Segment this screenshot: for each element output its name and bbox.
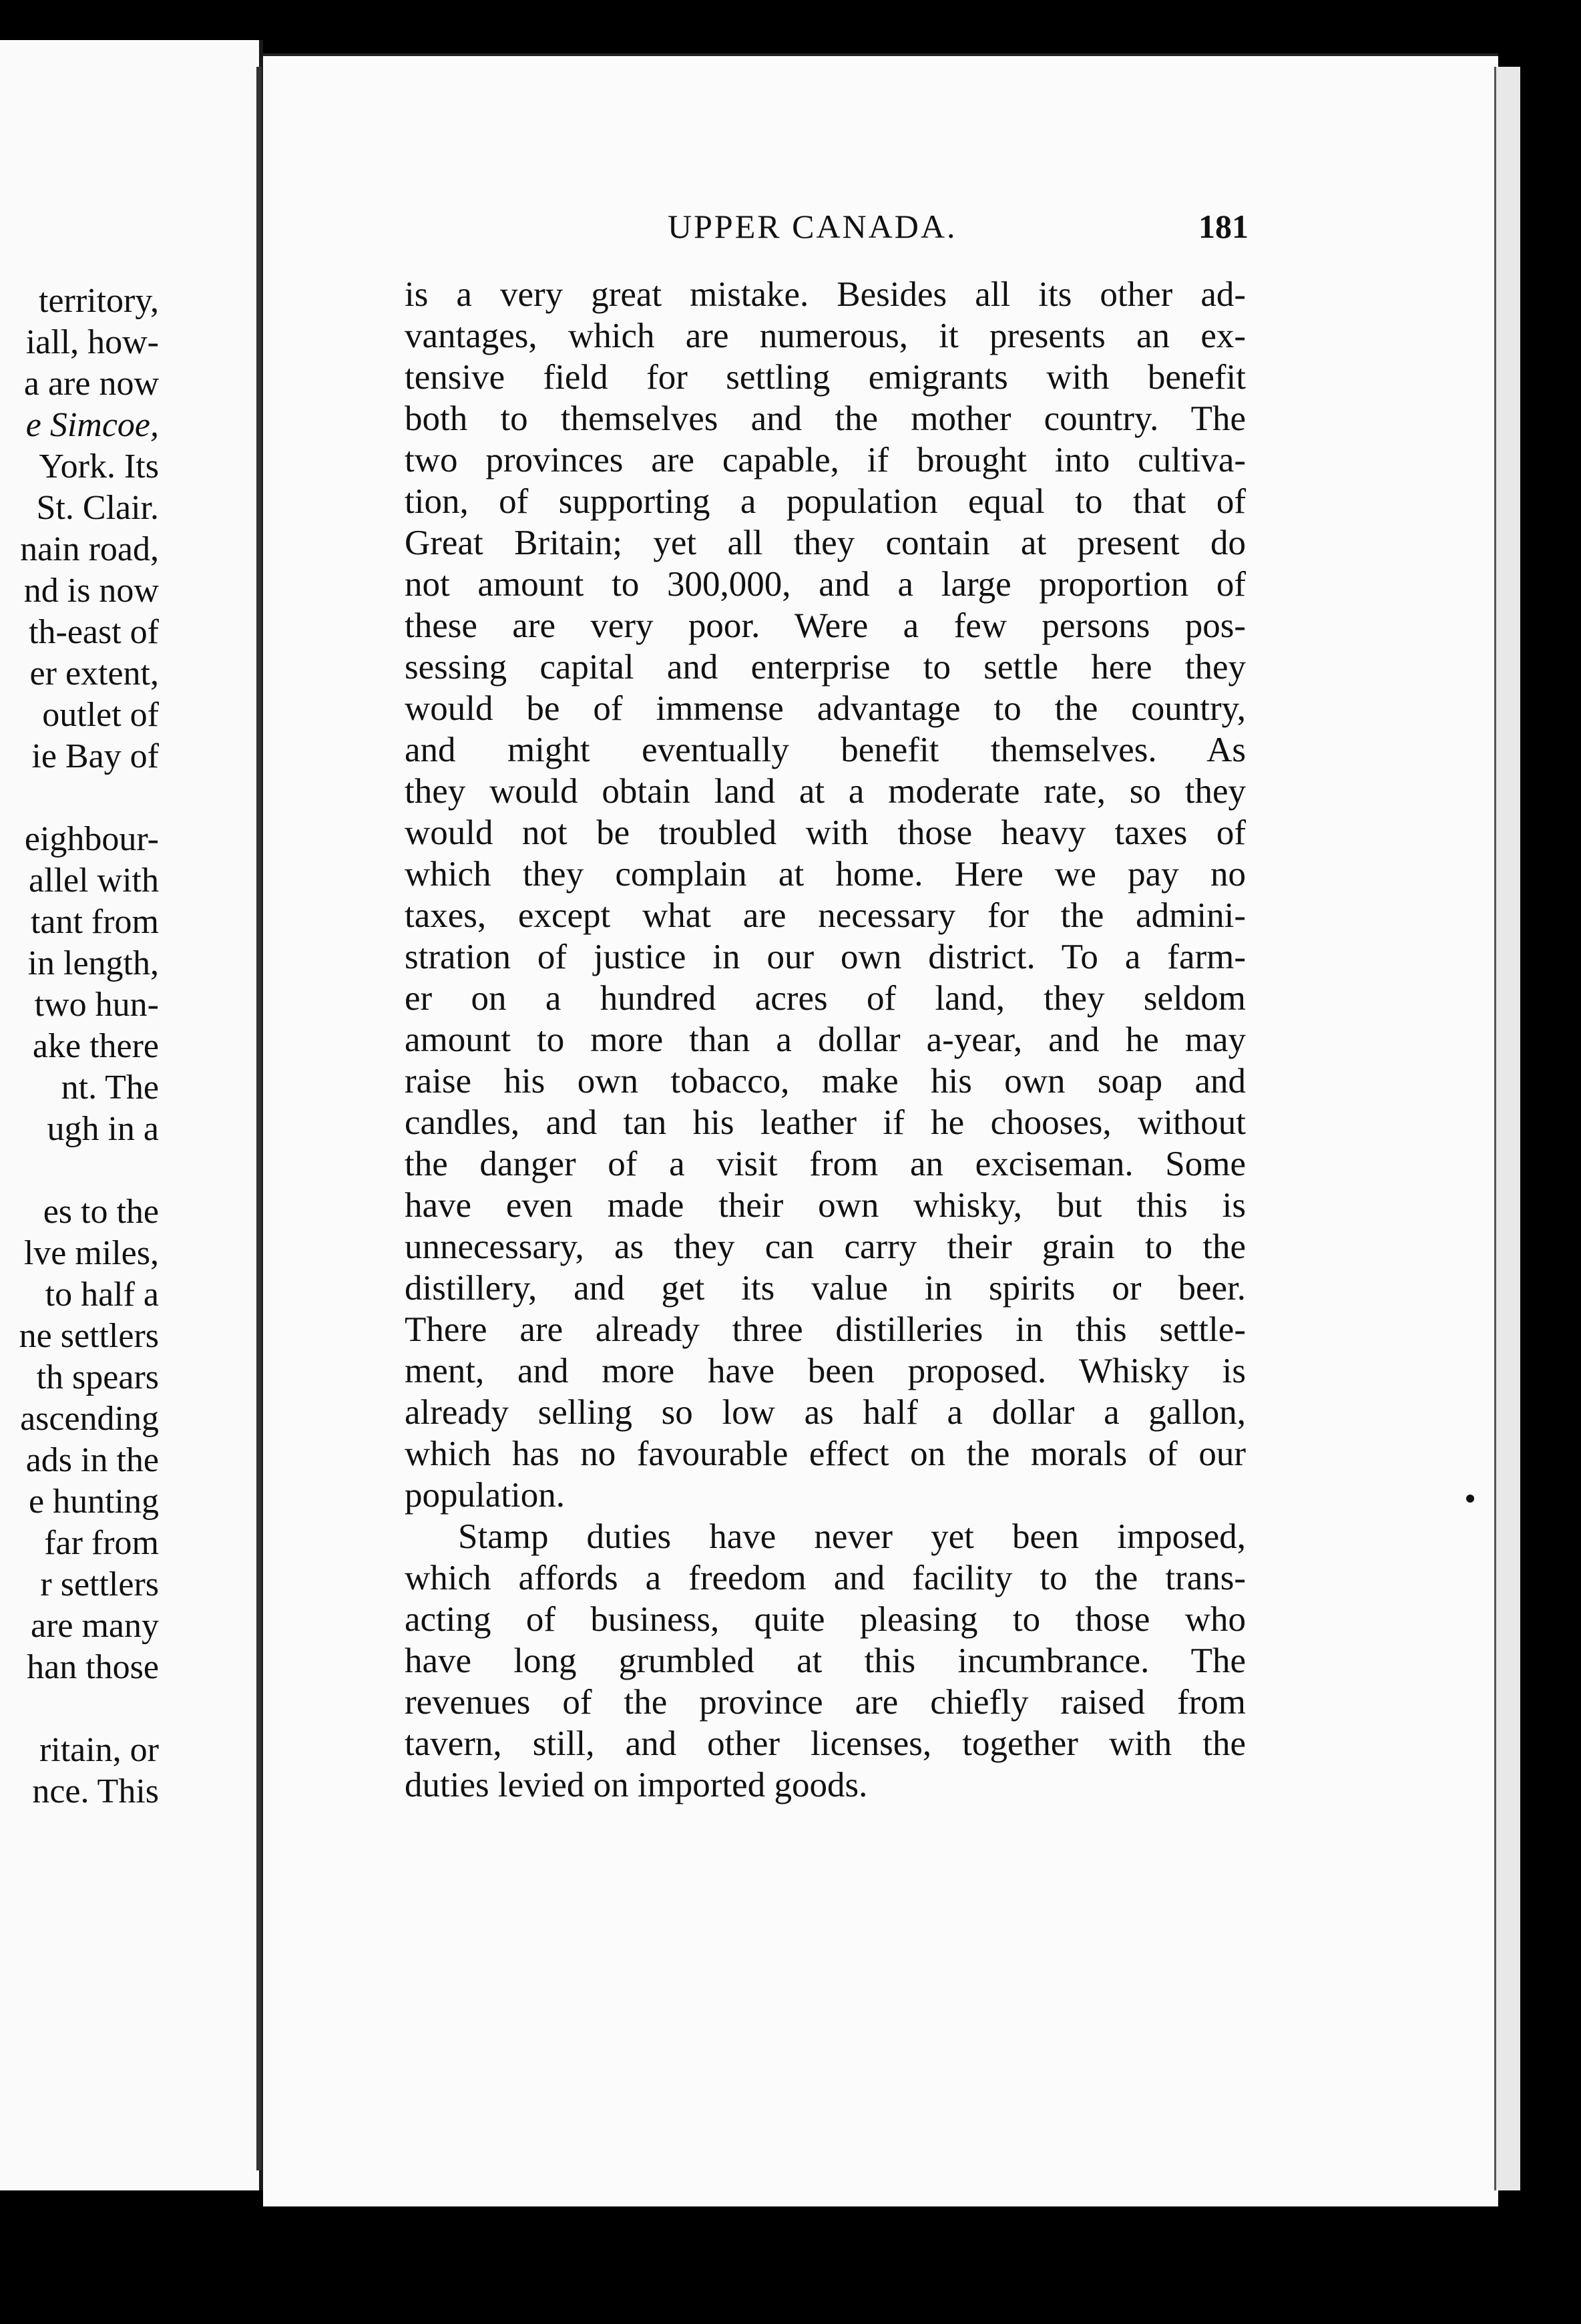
page-edge-stack: [1494, 67, 1520, 2190]
paragraph-1-line: two provinces are capable, if brought into cultiva-: [405, 441, 1246, 479]
facing-page-line: two hun-: [34, 986, 159, 1024]
book-gutter: [256, 67, 262, 2170]
paragraph-1-line: stration of justice in our own district. To a farm-: [405, 938, 1246, 976]
facing-page-line: ugh in a: [47, 1110, 159, 1148]
facing-page-line: ie Bay of: [31, 737, 159, 775]
paragraph-1-line: er on a hundred acres of land, they seldom: [405, 979, 1246, 1018]
facing-page-line: allel with: [29, 861, 159, 900]
paragraph-1-line: the danger of a visit from an exciseman. Some: [405, 1145, 1246, 1183]
facing-page-line: nt. The: [61, 1069, 159, 1107]
paragraph-1-line: amount to more than a dollar a-year, and he may: [405, 1020, 1246, 1059]
facing-page-line: [0, 777, 159, 819]
facing-page-line: tant from: [30, 903, 159, 941]
running-head: [668, 207, 1249, 254]
paragraph-2-line: duties levied on imported goods.: [405, 1766, 868, 1804]
facing-page-text-fragments: [0, 280, 159, 1812]
facing-page-line: ascending: [20, 1400, 159, 1438]
facing-page-line: are many: [30, 1607, 159, 1645]
ink-speck: [1466, 1495, 1474, 1503]
paragraph-1-line: candles, and tan his leather if he chooses, without: [405, 1103, 1246, 1142]
paragraph-1-line: distillery, and get its value in spirits or beer.: [405, 1269, 1246, 1308]
paragraph-2-line: which affords a freedom and facility to the trans-: [405, 1559, 1246, 1597]
paragraph-2-line: tavern, still, and other licenses, together with the: [405, 1724, 1246, 1763]
paragraph-1-line: is a very great mistake. Besides all its other ad-: [405, 275, 1246, 314]
paragraph-1-line: tensive field for settling emigrants with benefit: [405, 358, 1246, 397]
paragraph-2-line: have long grumbled at this incumbrance. The: [405, 1641, 1246, 1680]
facing-page-line: St. Clair.: [36, 489, 159, 527]
paragraph-1-line: have even made their own whisky, but this is: [405, 1186, 1246, 1225]
facing-page-line: e Simcoe,: [25, 406, 159, 444]
paragraph-1-line: would be of immense advantage to the country,: [405, 689, 1246, 728]
paragraph-1-line: not amount to 300,000, and a large proportion of: [405, 565, 1246, 604]
facing-page-line: ritain, or: [39, 1731, 159, 1769]
paragraph-1-line: There are already three distilleries in this settle-: [405, 1310, 1246, 1349]
facing-page-line: es to the: [43, 1193, 159, 1231]
facing-page-line: eighbour-: [24, 820, 159, 858]
paragraph-1-line: both to themselves and the mother country. The: [405, 399, 1246, 438]
paragraph-1-line: vantages, which are numerous, it presents an ex-: [405, 317, 1246, 355]
paragraph-1-line: population.: [405, 1476, 565, 1515]
paragraph-2-line: Stamp duties have never yet been imposed,: [458, 1517, 1246, 1556]
facing-page-left: [0, 40, 263, 2190]
paragraph-1-line: they would obtain land at a moderate rate, so they: [405, 772, 1246, 811]
paragraph-1-line: which they complain at home. Here we pay no: [405, 855, 1246, 894]
facing-page-line: far from: [44, 1524, 159, 1562]
page-number: 181: [1198, 208, 1249, 245]
facing-page-line: han those: [27, 1648, 159, 1686]
facing-page-line: th spears: [36, 1358, 159, 1396]
facing-page-line: to half a: [45, 1276, 159, 1314]
facing-page-line: lve miles,: [23, 1234, 159, 1272]
facing-page-line: in length,: [27, 944, 159, 982]
running-head-title: UPPER CANADA.: [668, 208, 957, 245]
paragraph-1-line: sessing capital and enterprise to settle here they: [405, 648, 1246, 687]
facing-page-line: nd is now: [23, 572, 159, 610]
paragraph-1-line: these are very poor. Were a few persons pos-: [405, 606, 1246, 645]
paragraph-1-line: tion, of supporting a population equal to that of: [405, 482, 1246, 521]
facing-page-line: [0, 1688, 159, 1730]
paragraph-1-line: already selling so low as half a dollar a gallon,: [405, 1393, 1246, 1432]
paragraph-1-line: Great Britain; yet all they contain at present do: [405, 524, 1246, 562]
body-text: [405, 274, 1246, 1806]
facing-page-line: outlet of: [42, 696, 159, 734]
facing-page-line: [0, 1150, 159, 1191]
paragraph-1-line: unnecessary, as they can carry their grain to the: [405, 1227, 1246, 1266]
facing-page-line: nce. This: [32, 1772, 159, 1810]
facing-page-line: a are now: [23, 365, 159, 403]
paragraph-1-line: raise his own tobacco, make his own soap and: [405, 1062, 1246, 1101]
paragraph-1-line: ment, and more have been proposed. Whisky is: [405, 1352, 1246, 1390]
paragraph-1-line: and might eventually benefit themselves. As: [405, 731, 1246, 769]
facing-page-line: r settlers: [40, 1565, 159, 1603]
facing-page-line: territory,: [39, 282, 159, 320]
paragraph-1-line: which has no favourable effect on the morals of our: [405, 1434, 1246, 1473]
facing-page-line: nain road,: [20, 530, 159, 568]
facing-page-line: ake there: [32, 1027, 159, 1065]
facing-page-line: iall, how-: [25, 323, 159, 361]
facing-page-line: e hunting: [29, 1483, 159, 1521]
paragraph-2-line: acting of business, quite pleasing to those who: [405, 1600, 1246, 1639]
paragraph-2-line: revenues of the province are chiefly raised from: [405, 1683, 1246, 1722]
facing-page-line: er extent,: [29, 654, 159, 693]
facing-page-line: ads in the: [25, 1441, 159, 1479]
facing-page-line: York. Its: [39, 447, 159, 486]
paragraph-1-line: taxes, except what are necessary for the admini-: [405, 896, 1246, 935]
facing-page-line: ne settlers: [19, 1317, 159, 1355]
paragraph-1-line: would not be troubled with those heavy taxes of: [405, 813, 1246, 852]
facing-page-line: th-east of: [29, 613, 159, 651]
